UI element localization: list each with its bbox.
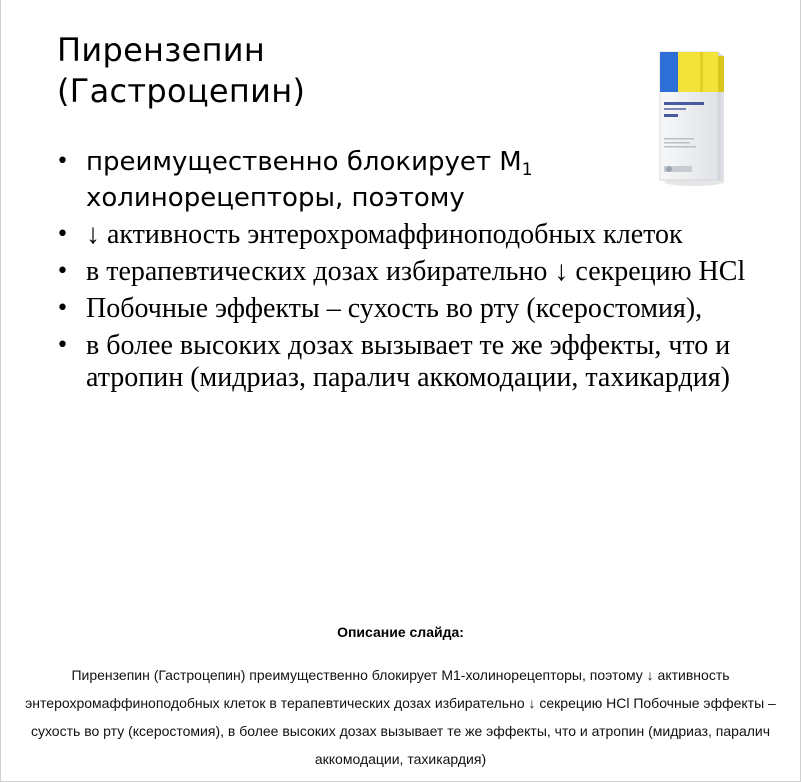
subscript: 1 — [521, 160, 533, 180]
slide-description — [0, 622, 801, 773]
list-item — [56, 293, 756, 325]
description-body: Пирензепин (Гастроцепин) преимущественно блокирует М1-холинорецепторы, поэтому ↓ активность энтерохромаффиноподобных клеток в терапевтических дозах избирательно ↓ секрецию HCl Побочные эффекты – сухость во рту (ксеростомия), в более высоких дозах вызывает те же эффекты, что и атропин (мидриаз, паралич аккомодации, тахикардия) — [25, 667, 776, 767]
bullet-text: преимущественно блокирует $М_1$ холинорецепторы, поэтому — [86, 147, 533, 213]
list-item — [56, 256, 756, 288]
bullet-text: Побочные эффекты – сухость во рту (ксеростомия), — [86, 293, 703, 324]
list-item — [56, 219, 756, 251]
list-item — [56, 144, 756, 216]
slide-title-line1: Пирензепин — [57, 31, 266, 69]
list-item — [56, 330, 756, 394]
bullet-text: ↓ активность энтерохромаффиноподобных клеток — [86, 219, 683, 250]
bullet-dot: • — [56, 333, 69, 358]
bullet-list — [56, 144, 756, 394]
bullet-text: в терапевтических дозах избирательно ↓ секрецию HCl — [86, 256, 746, 287]
bullet-dot: • — [56, 259, 69, 284]
bullet-text: в более высоких дозах вызывает те же эффекты, что и атропин (мидриаз, паралич аккомодации, тахикардия) — [86, 330, 731, 393]
bullet-dot: • — [56, 149, 69, 174]
slide-title-line2: (Гастроцепин) — [57, 72, 306, 110]
slide-title — [57, 30, 305, 112]
bullet-dot: • — [56, 296, 69, 321]
description-heading: Описание слайда: — [337, 624, 464, 640]
bullet-dot: • — [56, 222, 69, 247]
